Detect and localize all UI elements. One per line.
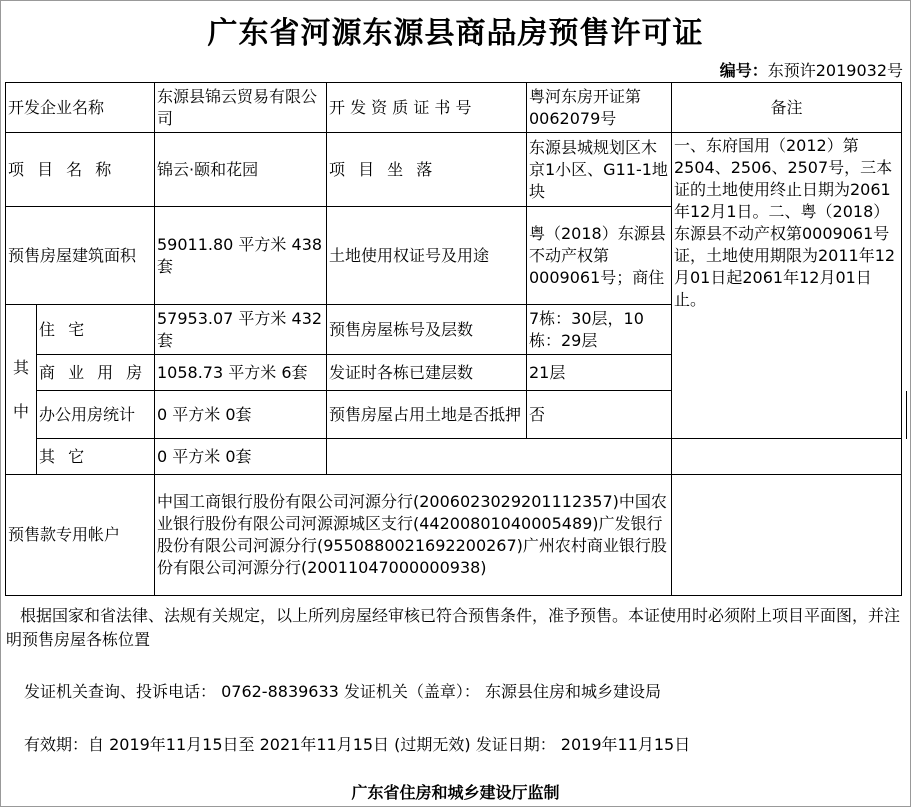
table-row [6,133,907,207]
certificate-number [720,58,903,81]
remark-value: 一、东府国用（2012）第2504、2506、2507号，三本证的土地使用终止日期为2061年12月1日。二、粤（2018）东源县不动产权第0009061号证，土地使用期限为2011年12月01日起2061年12月01日止。 [672,133,902,439]
other-value: 0 平方米 0套 [155,439,327,475]
supervisor-footer: 广东省住房和城乡建设厅监制 [351,783,560,802]
project-name-label: 项 目 名 称 [6,133,155,207]
number-label: 编号： [719,61,768,80]
developer-label: 开发企业名称 [6,83,155,133]
table-row [6,475,907,596]
table-row [6,83,907,133]
land-cert-label: 土地使用权证号及用途 [327,207,527,305]
mortgage-label: 预售房屋占用土地是否抵押 [327,391,527,439]
account-label: 预售款专用帐户 [6,475,155,596]
project-location-label: 项 目 坐 落 [327,133,527,207]
commercial-value: 1058.73 平方米 6套 [155,355,327,391]
project-location-value: 东源县城规划区木京1小区、G11-1地块 [527,133,672,207]
office-value: 0 平方米 0套 [155,391,327,439]
remark-end [672,439,902,475]
presale-area-value: 59011.80 平方米 438套 [155,207,327,305]
table-row [6,439,907,475]
among-label [6,305,37,475]
among-text: 其中 [12,357,29,421]
qualification-label: 开 发 资 质 证 书 号 [327,83,527,133]
empty-cell [327,439,672,475]
office-label: 办公用房统计 [37,391,155,439]
built-floors-value: 21层 [527,355,672,391]
land-cert-value: 粤（2018）东源县不动产权第0009061号；商住 [527,207,672,305]
account-blank [672,475,902,596]
building-floors-label: 预售房屋栋号及层数 [327,305,527,355]
residential-value: 57953.07 平方米 432套 [155,305,327,355]
license-table [5,82,907,596]
account-value: 中国工商银行股份有限公司河源分行(20060230292011123​57)中国农业银行股份有限公司河源源城区支行(44200801040005489)广发银行股份有限公司河源分行(9550880021692200267)广州农村商业银行股份有限公司河源分行(20011047000000938) [155,475,672,596]
number-value: 东预许2019032号 [767,61,903,80]
project-name-value: 锦云·颐和花园 [155,133,327,207]
building-floors-value: 7栋：30层，10栋：29层 [527,305,672,355]
contact-line: 发证机关查询、投诉电话： 0762-8839633 发证机关（盖章）： 东源县住房和城乡建设局 [24,682,662,701]
other-label: 其 它 [37,439,155,475]
validity-line: 有效期：自 2019年11月15日至 2021年11月15日 (过期无效) 发证日期： 2019年11月15日 [24,735,691,754]
built-floors-label: 发证时各栋已建层数 [327,355,527,391]
developer-value: 东源县锦云贸易有限公司 [155,83,327,133]
presale-area-label: 预售房屋建筑面积 [6,207,155,305]
qualification-value: 粤河东房开证第0062079号 [527,83,672,133]
certificate-title: 广东省河源东源县商品房预售许可证 [207,16,704,51]
remark-filler [902,391,907,439]
residential-label: 住 宅 [37,305,155,355]
statement: 根据国家和省法律、法规有关规定，以上所列房屋经审核已符合预售条件，准予预售。本证使用时必须附上项目平面图，并注明预售房屋各栋位置 [6,606,901,649]
remark-label: 备注 [672,83,902,133]
commercial-label: 商 业 用 房 [37,355,155,391]
mortgage-value: 否 [527,391,672,439]
